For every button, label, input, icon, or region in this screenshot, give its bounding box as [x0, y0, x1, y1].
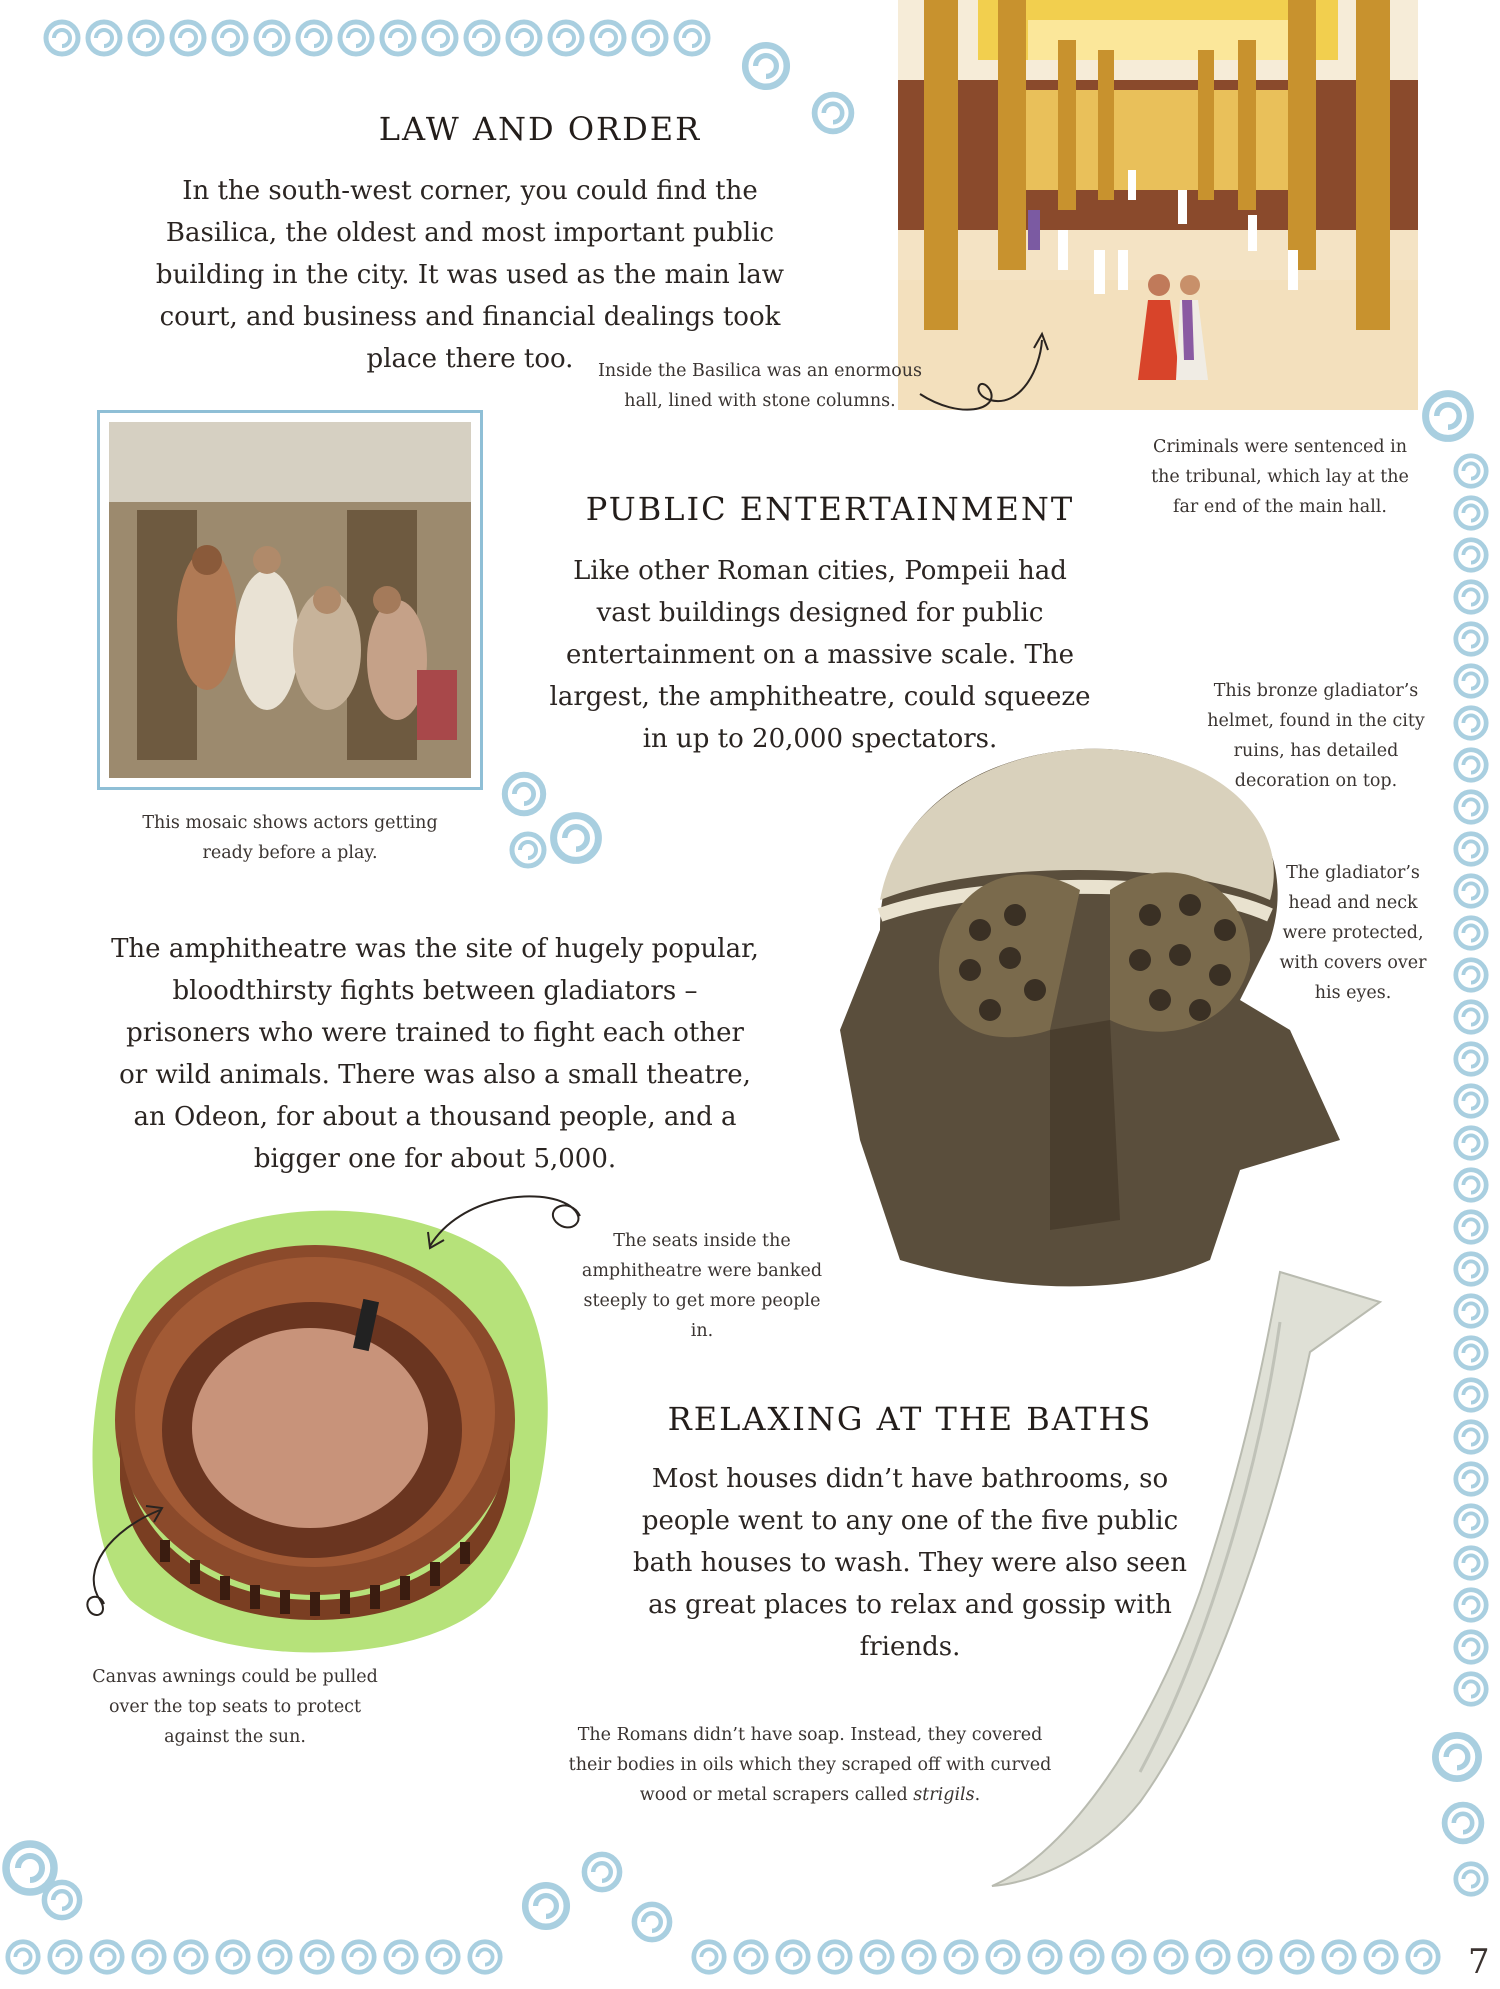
page-number: 7 [1468, 1942, 1490, 1982]
body-relaxing-at-the-baths: Most houses didn’t have bathrooms, so people went to any one of the five public bath houses to wash. They were also seen as great places to relax and gossip with friends. [633, 1464, 1187, 1662]
arrow-awnings [80, 1500, 170, 1620]
caption-helmet: This bronze gladiator’s helmet, found in the city ruins, has detailed decoration on top. [1207, 681, 1425, 791]
body-amphitheatre: The amphitheatre was the site of hugely popular, bloodthirsty fights between gladiators – prisoners who were trained to fight each other or wild animals. There was also a small theatre, an Odeon, for about a thousand people, and a bigger one for about 5,000. [111, 934, 759, 1174]
caption-helmet-protection: The gladiator’s head and neck were protected, with covers over his eyes. [1279, 863, 1427, 1003]
caption-strigils-end: . [974, 1785, 981, 1805]
heading-law-and-order: LAW AND ORDER [378, 110, 702, 148]
arrow-basilica [900, 330, 1060, 430]
caption-strigils [560, 1720, 1060, 1810]
heading-public-entertainment: PUBLIC ENTERTAINMENT [585, 490, 1075, 528]
caption-strigils-text: The Romans didn’t have soap. Instead, they covered their bodies in oils which they scraped off with curved wood or metal scrapers called [568, 1725, 1052, 1805]
body-public-entertainment: Like other Roman cities, Pompeii had vast buildings designed for public entertainment on a massive scale. The largest, the amphitheatre, could squeeze in up to 20,000 spectators. [549, 556, 1091, 754]
caption-tribunal: Criminals were sentenced in the tribunal, which lay at the far end of the main hall. [1151, 437, 1409, 517]
heading-relaxing-at-the-baths: RELAXING AT THE BATHS [667, 1400, 1153, 1438]
caption-strigils-term: strigils [913, 1785, 975, 1805]
caption-seats: The seats inside the amphitheatre were banked steeply to get more people in. [581, 1231, 823, 1341]
body-law-and-order: In the south-west corner, you could find the Basilica, the oldest and most important public building in the city. It was used as the main law court, and business and financial dealings took place there too. [155, 176, 785, 374]
caption-awnings: Canvas awnings could be pulled over the top seats to protect against the sun. [92, 1667, 378, 1747]
caption-mosaic: This mosaic shows actors getting ready before a play. [142, 813, 438, 863]
arrow-seats [420, 1186, 590, 1256]
mosaic-image [97, 410, 483, 790]
caption-basilica-hall: Inside the Basilica was an enormous hall, lined with stone columns. [597, 361, 923, 411]
